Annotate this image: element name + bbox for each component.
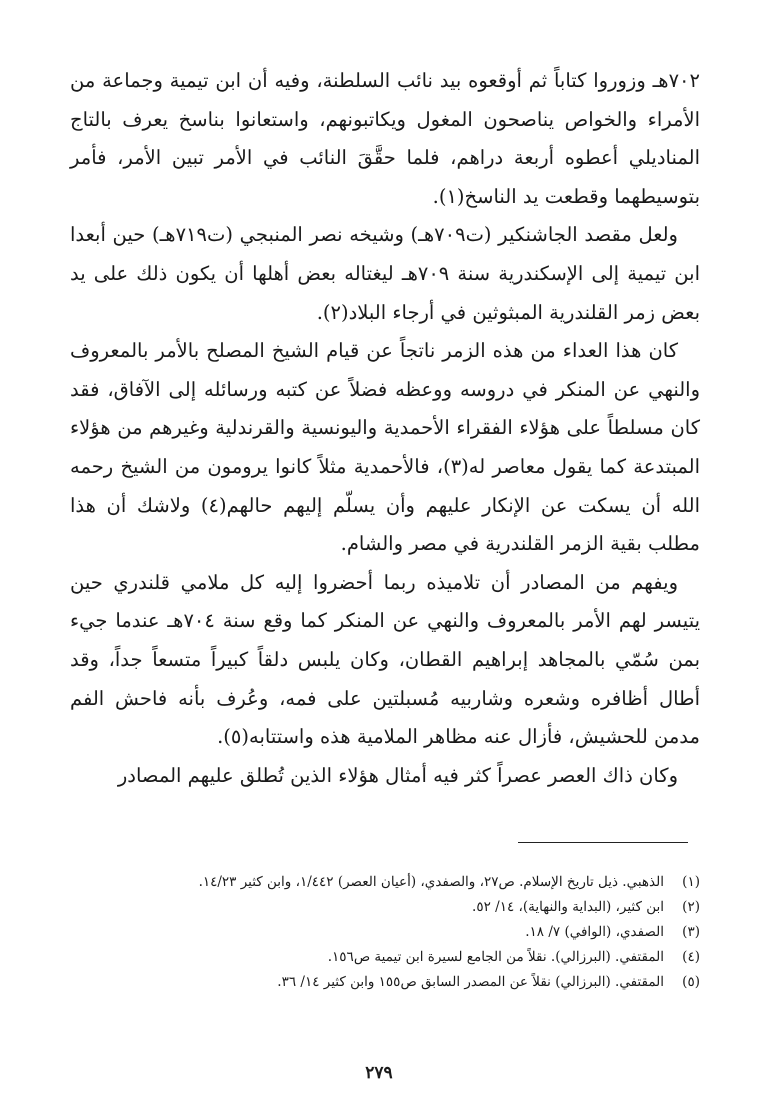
paragraph-5: وكان ذاك العصر عصراً كثر فيه أمثال هؤلاء الذين تُطلق عليهم المصادر	[117, 763, 678, 787]
footnote	[70, 895, 700, 920]
paragraph-4: ويفهم من المصادر أن تلاميذه ربما أحضروا إليه كل ملامي قلندري حين يتيسر لهم الأمر بالمعروف والنهي عن المنكر كما وقع سنة ٧٠٤هـ عندما جيء بمن سُمّي بالمجاهد إبراهيم القطان، وكان يلبس دلقاً كبيراً متسعاً جداً، وقد أطال أظافره وشعره وشاربيه مُسبلتين على فمه، وعُرف بأنه فاحش الفم مدمن للحشيش، فأزال عنه مظاهر الملامية هذه واستتابه(٥).	[70, 570, 701, 749]
page-number: ٢٧٩	[365, 1063, 393, 1083]
footnote-number: (٣)	[682, 924, 700, 940]
footnote-number: (١)	[682, 874, 700, 890]
paragraph-3: كان هذا العداء من هذه الزمر ناتجاً عن قيام الشيخ المصلح بالأمر بالمعروف والنهي عن المنكر في دروسه ووعظه فضلاً عن كتبه ورسائله إلى الآفاق، فقد كان مسلطاً على هؤلاء الفقراء الأحمدية واليونسية والقرندلية وغيرهم من هؤلاء المبتدعة كما يقول معاصر له(٣)، فالأحمدية مثلاً كانوا يرومون من الشيخ رحمه الله أن يسكت عن الإنكار عليهم وأن يسلّم إليهم حالهم(٤) ولاشك أن هذا مطلب بقية الزمر القلندرية في مصر والشام.	[70, 339, 701, 556]
footnote-text: ابن كثير، (البداية والنهاية)، ١٤/ ٥٢.	[472, 899, 664, 915]
footnote	[70, 970, 700, 995]
footnote	[70, 920, 700, 945]
paragraph-1: ٧٠٢هـ وزوروا كتاباً ثم أوقعوه بيد نائب السلطنة، وفيه أن ابن تيمية وجماعة من الأمراء والخواص يناصحون المغول ويكاتبونهم، واستعانوا بناسخ يعرف بالتاج المناديلي أعطوه أربعة دراهم، فلما حقَّقَ النائب في الأمر تبين الأمر، فأمر بتوسيطهما وقطعت يد الناسخ(١).	[70, 69, 700, 208]
footnote-text: الذهبي. ذيل تاريخ الإسلام. ص٢٧، والصفدي، (أعيان العصر) ١/٤٤٢، وابن كثير ١٤/٢٣.	[198, 874, 664, 890]
footnote-text: المقتفي. (البرزالي) نقلاً عن المصدر السابق ص١٥٥ وابن كثير ١٤/ ٣٦.	[277, 974, 664, 990]
main-text	[70, 62, 700, 795]
footnote	[70, 945, 700, 970]
footnote-number: (٢)	[682, 899, 700, 915]
footnote-separator	[518, 842, 688, 843]
footnote-number: (٤)	[682, 949, 700, 965]
paragraph-2: ولعل مقصد الجاشنكير (ت٧٠٩هـ) وشيخه نصر المنبجي (ت٧١٩هـ) حين أبعدا ابن تيمية إلى الإسكندرية سنة ٧٠٩هـ ليغتاله بعض أهلها أن يكون ذلك على يد بعض زمر القلندرية المبثوثين في أرجاء البلاد(٢).	[70, 223, 700, 324]
page-body	[70, 62, 700, 795]
footnote	[70, 870, 700, 895]
footnote-text: المقتفي. (البرزالي). نقلاً من الجامع لسيرة ابن تيمية ص١٥٦.	[327, 949, 664, 965]
footnote-number: (٥)	[682, 974, 700, 990]
footnote-text: الصفدي، (الوافي) ٧/ ١٨.	[525, 924, 664, 940]
footnotes	[70, 870, 700, 995]
